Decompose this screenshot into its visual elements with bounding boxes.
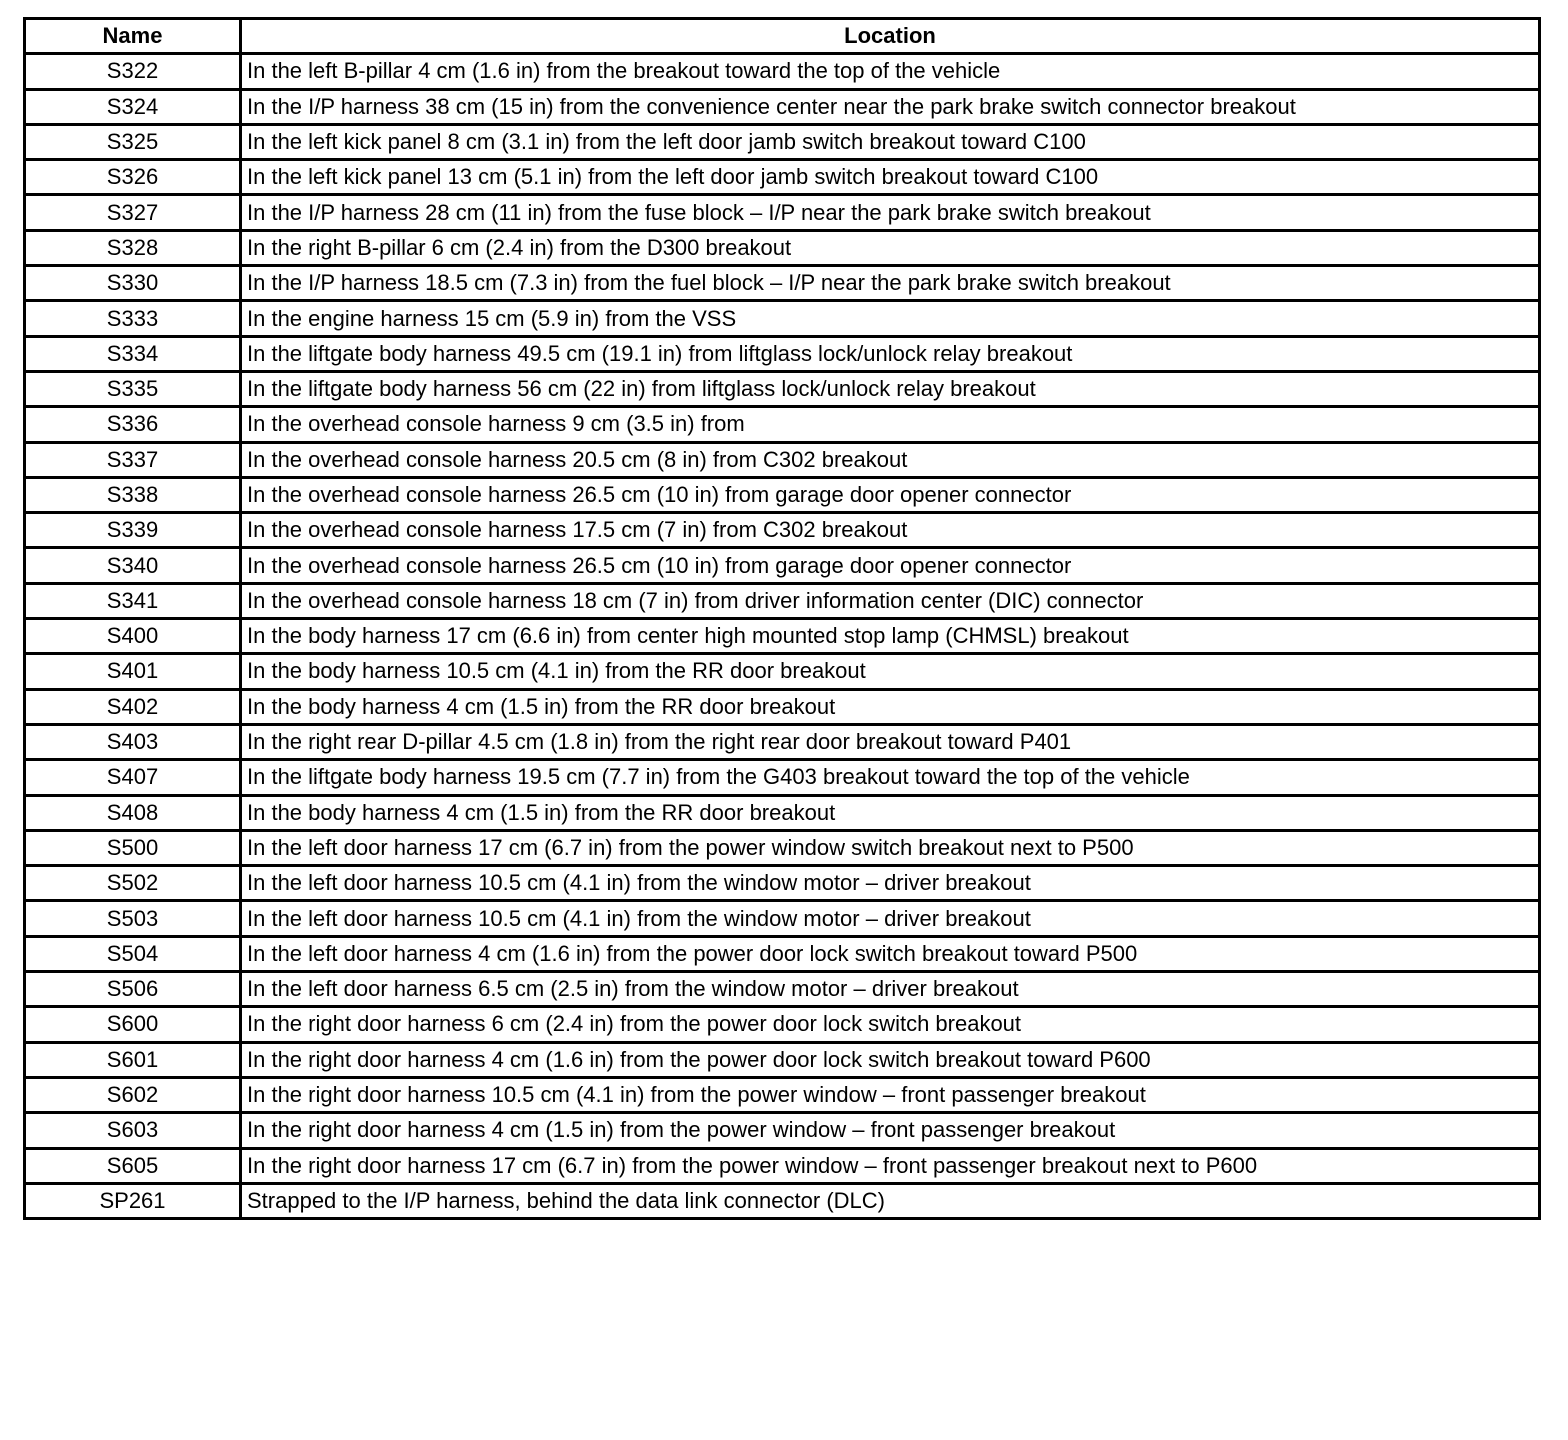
splice-location-cell: In the overhead console harness 17.5 cm (7 in) from C302 breakout (241, 513, 1540, 548)
splice-location-cell: In the liftgate body harness 19.5 cm (7.7 in) from the G403 breakout toward the top of the vehicle (241, 760, 1540, 795)
splice-name-cell: S506 (25, 972, 241, 1007)
table-row (25, 619, 1540, 654)
table-row (25, 1148, 1540, 1183)
splice-location-cell: In the overhead console harness 20.5 cm (8 in) from C302 breakout (241, 442, 1540, 477)
splice-location-cell: In the liftgate body harness 56 cm (22 in) from liftglass lock/unlock relay breakout (241, 371, 1540, 406)
splice-name-cell: S408 (25, 795, 241, 830)
splice-location-cell: In the right door harness 4 cm (1.6 in) from the power door lock switch breakout toward P600 (241, 1042, 1540, 1077)
table-row (25, 936, 1540, 971)
table-row (25, 195, 1540, 230)
splice-location-cell: In the body harness 10.5 cm (4.1 in) from the RR door breakout (241, 654, 1540, 689)
splice-name-cell: S403 (25, 724, 241, 759)
table-row (25, 371, 1540, 406)
table-row (25, 124, 1540, 159)
splice-location-cell: In the right door harness 6 cm (2.4 in) from the power door lock switch breakout (241, 1007, 1540, 1042)
table-row (25, 89, 1540, 124)
splice-name-cell: S330 (25, 266, 241, 301)
splice-location-cell: In the engine harness 15 cm (5.9 in) from the VSS (241, 301, 1540, 336)
splice-location-cell: In the left door harness 4 cm (1.6 in) from the power door lock switch breakout toward P500 (241, 936, 1540, 971)
splice-location-cell: In the left door harness 17 cm (6.7 in) from the power window switch breakout next to P500 (241, 830, 1540, 865)
table-row (25, 689, 1540, 724)
table-row (25, 407, 1540, 442)
table-row (25, 548, 1540, 583)
table-row (25, 654, 1540, 689)
table-row (25, 1077, 1540, 1112)
splice-name-cell: S504 (25, 936, 241, 971)
splice-location-cell: In the I/P harness 38 cm (15 in) from the convenience center near the park brake switch connector breakout (241, 89, 1540, 124)
splice-name-cell: S341 (25, 583, 241, 618)
table-row (25, 266, 1540, 301)
table-body (25, 54, 1540, 1219)
splice-name-cell: S601 (25, 1042, 241, 1077)
splice-name-cell: S502 (25, 866, 241, 901)
splice-name-cell: S602 (25, 1077, 241, 1112)
table-row (25, 477, 1540, 512)
splice-name-cell: S339 (25, 513, 241, 548)
splice-location-cell: In the overhead console harness 18 cm (7 in) from driver information center (DIC) connector (241, 583, 1540, 618)
splice-location-cell: In the left door harness 10.5 cm (4.1 in) from the window motor – driver breakout (241, 901, 1540, 936)
splice-location-cell: In the right door harness 4 cm (1.5 in) from the power window – front passenger breakout (241, 1113, 1540, 1148)
location-column-header: Location (241, 19, 1540, 54)
table-row (25, 230, 1540, 265)
splice-location-cell: In the I/P harness 28 cm (11 in) from the fuse block – I/P near the park brake switch breakout (241, 195, 1540, 230)
splice-location-cell: In the body harness 4 cm (1.5 in) from the RR door breakout (241, 795, 1540, 830)
splice-name-cell: S340 (25, 548, 241, 583)
splice-location-cell: Strapped to the I/P harness, behind the data link connector (DLC) (241, 1183, 1540, 1218)
splice-name-cell: S326 (25, 160, 241, 195)
table-row (25, 1042, 1540, 1077)
splice-name-cell: S401 (25, 654, 241, 689)
splice-location-cell: In the body harness 4 cm (1.5 in) from the RR door breakout (241, 689, 1540, 724)
splice-name-cell: S407 (25, 760, 241, 795)
splice-location-cell: In the overhead console harness 26.5 cm (10 in) from garage door opener connector (241, 477, 1540, 512)
splice-name-cell: S600 (25, 1007, 241, 1042)
splice-name-cell: S327 (25, 195, 241, 230)
splice-name-cell: S333 (25, 301, 241, 336)
splice-name-cell: S324 (25, 89, 241, 124)
table-row (25, 336, 1540, 371)
name-column-header: Name (25, 19, 241, 54)
splice-name-cell: SP261 (25, 1183, 241, 1218)
table-row (25, 972, 1540, 1007)
table-row (25, 513, 1540, 548)
splice-location-cell: In the right door harness 10.5 cm (4.1 in) from the power window – front passenger breakout (241, 1077, 1540, 1112)
splice-name-cell: S500 (25, 830, 241, 865)
splice-name-cell: S335 (25, 371, 241, 406)
splice-name-cell: S334 (25, 336, 241, 371)
header-row (25, 19, 1540, 54)
splice-name-cell: S503 (25, 901, 241, 936)
splice-location-cell: In the left kick panel 8 cm (3.1 in) from the left door jamb switch breakout toward C100 (241, 124, 1540, 159)
splice-location-cell: In the overhead console harness 9 cm (3.5 in) from (241, 407, 1540, 442)
table-row (25, 301, 1540, 336)
table-row (25, 901, 1540, 936)
table-row (25, 795, 1540, 830)
table-row (25, 1007, 1540, 1042)
table-row (25, 866, 1540, 901)
splice-location-table (23, 17, 1541, 1220)
table-row (25, 724, 1540, 759)
splice-location-cell: In the I/P harness 18.5 cm (7.3 in) from the fuel block – I/P near the park brake switch breakout (241, 266, 1540, 301)
splice-location-cell: In the left B-pillar 4 cm (1.6 in) from the breakout toward the top of the vehicle (241, 54, 1540, 89)
splice-name-cell: S605 (25, 1148, 241, 1183)
splice-name-cell: S322 (25, 54, 241, 89)
table-row (25, 442, 1540, 477)
splice-name-cell: S337 (25, 442, 241, 477)
table-row (25, 583, 1540, 618)
table-row (25, 760, 1540, 795)
splice-location-cell: In the right B-pillar 6 cm (2.4 in) from the D300 breakout (241, 230, 1540, 265)
splice-location-cell: In the overhead console harness 26.5 cm (10 in) from garage door opener connector (241, 548, 1540, 583)
splice-location-cell: In the left kick panel 13 cm (5.1 in) from the left door jamb switch breakout toward C100 (241, 160, 1540, 195)
table-header (25, 19, 1540, 54)
splice-name-cell: S328 (25, 230, 241, 265)
splice-location-cell: In the liftgate body harness 49.5 cm (19.1 in) from liftglass lock/unlock relay breakout (241, 336, 1540, 371)
splice-name-cell: S338 (25, 477, 241, 512)
table-row (25, 1183, 1540, 1218)
splice-name-cell: S603 (25, 1113, 241, 1148)
table-row (25, 830, 1540, 865)
table-row (25, 1113, 1540, 1148)
splice-name-cell: S402 (25, 689, 241, 724)
splice-name-cell: S400 (25, 619, 241, 654)
splice-location-cell: In the body harness 17 cm (6.6 in) from center high mounted stop lamp (CHMSL) breakout (241, 619, 1540, 654)
splice-name-cell: S325 (25, 124, 241, 159)
splice-location-cell: In the left door harness 10.5 cm (4.1 in) from the window motor – driver breakout (241, 866, 1540, 901)
table-row (25, 160, 1540, 195)
table-row (25, 54, 1540, 89)
splice-location-cell: In the left door harness 6.5 cm (2.5 in) from the window motor – driver breakout (241, 972, 1540, 1007)
splice-location-cell: In the right door harness 17 cm (6.7 in) from the power window – front passenger breakout next to P600 (241, 1148, 1540, 1183)
splice-name-cell: S336 (25, 407, 241, 442)
splice-location-cell: In the right rear D-pillar 4.5 cm (1.8 in) from the right rear door breakout toward P401 (241, 724, 1540, 759)
